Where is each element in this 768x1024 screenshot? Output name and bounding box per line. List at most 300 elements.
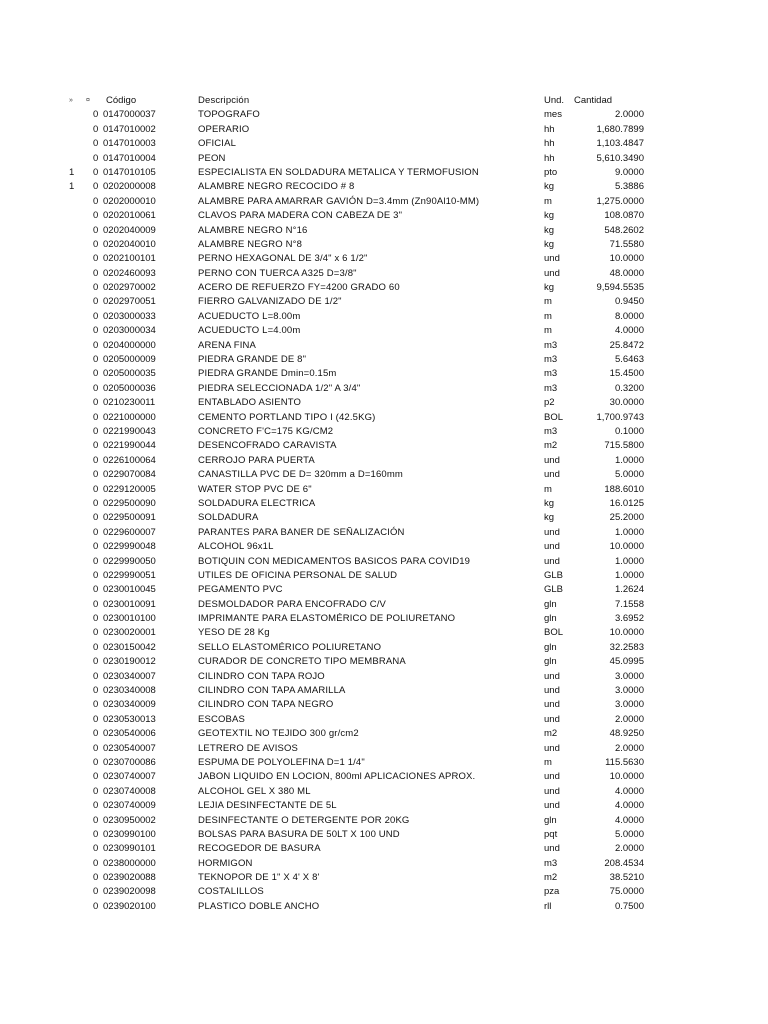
row-level: 0	[93, 627, 99, 639]
row-description: SELLO ELASTOMÉRICO POLIURETANO	[198, 641, 382, 653]
row-description: FIERRO GALVANIZADO DE 1/2"	[198, 296, 342, 308]
row-level: 0	[93, 857, 99, 869]
table-header	[0, 94, 768, 108]
row-unit: und	[544, 555, 560, 567]
row-quantity: 71.5580	[609, 238, 644, 250]
row-description: PLASTICO DOBLE ANCHO	[198, 900, 320, 912]
row-quantity: 10.0000	[609, 771, 644, 783]
row-level: 0	[93, 483, 99, 495]
table-row	[0, 569, 768, 583]
row-quantity: 5.0000	[614, 828, 644, 840]
row-quantity: 3.0000	[614, 699, 644, 711]
row-quantity: 1,103.4847	[596, 138, 644, 150]
row-level: 0	[93, 497, 99, 509]
row-code: 0229120005	[103, 483, 156, 495]
row-code: 0205000035	[103, 368, 156, 380]
table-row	[0, 871, 768, 885]
row-description: DESINFECTANTE O DETERGENTE POR 20KG	[198, 814, 410, 826]
row-description: ESCOBAS	[198, 713, 245, 725]
row-description: ARENA FINA	[198, 339, 256, 351]
row-level: 0	[93, 195, 99, 207]
row-level: 0	[93, 411, 99, 423]
row-description: ESPECIALISTA EN SOLDADURA METALICA Y TERMOFUSION	[198, 166, 479, 178]
row-unit: GLB	[544, 584, 564, 596]
row-quantity: 1,680.7899	[596, 123, 644, 135]
row-quantity: 3.6952	[614, 613, 644, 625]
row-unit: und	[544, 685, 560, 697]
row-level: 0	[93, 238, 99, 250]
row-description: CILINDRO CON TAPA ROJO	[198, 670, 325, 682]
row-level: 0	[93, 166, 99, 178]
row-quantity: 1.0000	[614, 454, 644, 466]
row-code: 0221990043	[103, 425, 156, 437]
row-quantity: 2.0000	[614, 713, 644, 725]
row-level: 0	[93, 325, 99, 337]
row-description: WATER STOP PVC DE 6"	[198, 483, 312, 495]
table-row	[0, 238, 768, 252]
row-description: PEGAMENTO PVC	[198, 584, 283, 596]
row-description: PERNO CON TUERCA A325 D=3/8"	[198, 267, 357, 279]
row-level: 0	[93, 685, 99, 697]
table-row	[0, 267, 768, 281]
row-quantity: 3.0000	[614, 685, 644, 697]
table-row	[0, 252, 768, 266]
table-row	[0, 785, 768, 799]
row-unit: p2	[544, 397, 555, 409]
row-code: 0230740007	[103, 771, 156, 783]
row-unit: GLB	[544, 569, 564, 581]
row-level: 0	[93, 886, 99, 898]
row-quantity: 48.0000	[609, 267, 644, 279]
row-quantity: 32.2583	[609, 641, 644, 653]
row-code: 0202000010	[103, 195, 156, 207]
row-quantity: 9.0000	[614, 166, 644, 178]
row-unit: rll	[544, 900, 552, 912]
row-quantity: 208.4534	[604, 857, 644, 869]
row-unit: und	[544, 526, 560, 538]
row-level: 0	[93, 397, 99, 409]
row-unit: und	[544, 800, 560, 812]
row-level: 0	[93, 382, 99, 394]
header-quantity: Cantidad	[574, 95, 613, 106]
row-code: 0202460093	[103, 267, 156, 279]
row-unit: m	[544, 296, 552, 308]
table-row	[0, 655, 768, 669]
row-level: 0	[93, 613, 99, 625]
row-level: 0	[93, 310, 99, 322]
row-code: 0230740009	[103, 800, 156, 812]
row-level: 0	[93, 339, 99, 351]
row-level: 0	[93, 756, 99, 768]
row-code: 0230950002	[103, 814, 156, 826]
row-code: 0205000036	[103, 382, 156, 394]
row-unit: gln	[544, 814, 557, 826]
row-description: ESPUMA DE POLYOLEFINA D=1 1/4"	[198, 756, 365, 768]
row-code: 0239020098	[103, 886, 156, 898]
row-unit: m	[544, 310, 552, 322]
row-description: LETRERO DE AVISOS	[198, 742, 299, 754]
row-quantity: 9,594.5535	[596, 282, 644, 294]
table-row	[0, 295, 768, 309]
row-code: 0239020088	[103, 872, 156, 884]
table-row	[0, 857, 768, 871]
table-row	[0, 814, 768, 828]
row-unit: pqt	[544, 828, 558, 840]
row-quantity: 5,610.3490	[596, 152, 644, 164]
row-description: PIEDRA GRANDE DE 8"	[198, 354, 307, 366]
row-code: 0202000008	[103, 181, 156, 193]
row-unit: und	[544, 713, 560, 725]
header-code: Código	[106, 95, 137, 106]
row-unit: m3	[544, 354, 558, 366]
row-quantity: 4.0000	[614, 325, 644, 337]
row-description: ACUEDUCTO L=8.00m	[198, 310, 301, 322]
row-code: 0147010003	[103, 138, 156, 150]
row-quantity: 48.9250	[609, 728, 644, 740]
row-description: CERROJO PARA PUERTA	[198, 454, 315, 466]
row-description: ACERO DE REFUERZO FY=4200 GRADO 60	[198, 282, 400, 294]
row-code: 0202040010	[103, 238, 156, 250]
row-unit: m3	[544, 382, 558, 394]
row-quantity: 1.2624	[614, 584, 644, 596]
row-code: 0230010091	[103, 598, 156, 610]
table-row	[0, 152, 768, 166]
row-unit: m2	[544, 872, 558, 884]
row-unit: kg	[544, 282, 555, 294]
table-row	[0, 281, 768, 295]
row-code: 0229500091	[103, 512, 156, 524]
table-row	[0, 166, 768, 180]
row-description: CEMENTO PORTLAND TIPO I (42.5KG)	[198, 411, 376, 423]
row-description: CILINDRO CON TAPA NEGRO	[198, 699, 334, 711]
table-row	[0, 540, 768, 554]
table-row	[0, 641, 768, 655]
insumos-table	[0, 94, 768, 914]
row-quantity: 4.0000	[614, 814, 644, 826]
row-quantity: 15.4500	[609, 368, 644, 380]
table-row	[0, 612, 768, 626]
row-level: 0	[93, 440, 99, 452]
table-row	[0, 742, 768, 756]
row-level: 0	[93, 181, 99, 193]
table-row	[0, 324, 768, 338]
expand-marker-icon: »	[69, 97, 73, 104]
row-description: PIEDRA SELECCIONADA 1/2" A 3/4"	[198, 382, 361, 394]
row-description: PIEDRA GRANDE Dmin=0.15m	[198, 368, 337, 380]
row-level: 0	[93, 526, 99, 538]
row-quantity: 1,275.0000	[596, 195, 644, 207]
row-unit: und	[544, 267, 560, 279]
row-level: 0	[93, 598, 99, 610]
row-code: 0230700086	[103, 756, 156, 768]
table-row	[0, 511, 768, 525]
row-unit: gln	[544, 641, 557, 653]
row-level: 0	[93, 742, 99, 754]
row-level: 0	[93, 512, 99, 524]
row-level: 0	[93, 670, 99, 682]
row-description: RECOGEDOR DE BASURA	[198, 843, 321, 855]
row-level: 0	[93, 354, 99, 366]
row-level: 0	[93, 454, 99, 466]
row-quantity: 10.0000	[609, 627, 644, 639]
row-code: 0230530013	[103, 713, 156, 725]
row-code: 0238000000	[103, 857, 156, 869]
row-level: 0	[93, 368, 99, 380]
row-level: 0	[93, 872, 99, 884]
row-code: 0230020001	[103, 627, 156, 639]
row-level: 0	[93, 569, 99, 581]
row-level: 0	[93, 282, 99, 294]
row-unit: und	[544, 454, 560, 466]
row-unit: und	[544, 699, 560, 711]
row-level: 0	[93, 814, 99, 826]
row-code: 0229990048	[103, 541, 156, 553]
table-row	[0, 885, 768, 899]
row-quantity: 16.0125	[609, 497, 644, 509]
table-row	[0, 137, 768, 151]
table-row	[0, 497, 768, 511]
row-quantity: 4.0000	[614, 800, 644, 812]
row-level: 0	[93, 152, 99, 164]
row-code: 0229070084	[103, 469, 156, 481]
row-quantity: 30.0000	[609, 397, 644, 409]
row-unit: BOL	[544, 411, 564, 423]
row-quantity: 1.0000	[614, 555, 644, 567]
row-code: 0147010004	[103, 152, 156, 164]
row-code: 0205000009	[103, 354, 156, 366]
row-unit: und	[544, 253, 560, 265]
row-quantity: 75.0000	[609, 886, 644, 898]
row-level: 0	[93, 656, 99, 668]
row-description: TOPOGRAFO	[198, 109, 260, 121]
row-description: DESMOLDADOR PARA ENCOFRADO C/V	[198, 598, 387, 610]
row-marker: 1	[69, 181, 75, 193]
row-level: 0	[93, 785, 99, 797]
row-level: 0	[93, 555, 99, 567]
table-row	[0, 454, 768, 468]
row-quantity: 25.2000	[609, 512, 644, 524]
row-code: 0229990051	[103, 569, 156, 581]
row-code: 0230340008	[103, 685, 156, 697]
row-code: 0203000033	[103, 310, 156, 322]
table-row	[0, 698, 768, 712]
row-quantity: 715.5800	[604, 440, 644, 452]
row-code: 0221990044	[103, 440, 156, 452]
row-code: 0230010045	[103, 584, 156, 596]
row-code: 0202970002	[103, 282, 156, 294]
row-level: 0	[93, 771, 99, 783]
row-unit: m3	[544, 857, 558, 869]
row-code: 0202010061	[103, 210, 156, 222]
row-code: 0202100101	[103, 253, 156, 265]
row-code: 0230990100	[103, 828, 156, 840]
table-row	[0, 727, 768, 741]
row-code: 0147010002	[103, 123, 156, 135]
row-unit: und	[544, 785, 560, 797]
table-row	[0, 396, 768, 410]
table-row	[0, 756, 768, 770]
row-level: 0	[93, 541, 99, 553]
table-row	[0, 353, 768, 367]
row-quantity: 0.9450	[614, 296, 644, 308]
row-unit: pza	[544, 886, 560, 898]
row-unit: und	[544, 469, 560, 481]
header-unit: Und.	[544, 95, 565, 106]
row-description: TEKNOPOR DE 1" X 4' X 8'	[198, 872, 320, 884]
row-description: ACUEDUCTO L=4.00m	[198, 325, 301, 337]
row-quantity: 3.0000	[614, 670, 644, 682]
table-row	[0, 411, 768, 425]
row-quantity: 1,700.9743	[596, 411, 644, 423]
row-unit: m	[544, 483, 552, 495]
row-code: 0230340009	[103, 699, 156, 711]
table-row	[0, 598, 768, 612]
row-description: GEOTEXTIL NO TEJIDO 300 gr/cm2	[198, 728, 359, 740]
row-quantity: 115.5630	[605, 756, 644, 768]
row-description: DESENCOFRADO CARAVISTA	[198, 440, 337, 452]
row-description: CANASTILLA PVC DE D= 320mm a D=160mm	[198, 469, 403, 481]
row-unit: kg	[544, 181, 555, 193]
row-code: 0230010100	[103, 613, 156, 625]
row-description: LEJIA DESINFECTANTE DE 5L	[198, 800, 337, 812]
table-row	[0, 670, 768, 684]
row-code: 0230540007	[103, 742, 156, 754]
row-description: ALCOHOL GEL X 380 ML	[198, 785, 311, 797]
row-quantity: 45.0995	[609, 656, 644, 668]
table-row	[0, 900, 768, 914]
row-code: 0202970051	[103, 296, 156, 308]
row-code: 0230150042	[103, 641, 156, 653]
row-description: CILINDRO CON TAPA AMARILLA	[198, 685, 346, 697]
table-row	[0, 123, 768, 137]
row-quantity: 1.0000	[614, 569, 644, 581]
row-code: 0226100064	[103, 454, 156, 466]
row-description: PARANTES PARA BANER DE SEÑALIZACIÓN	[198, 526, 405, 538]
row-description: ENTABLADO ASIENTO	[198, 397, 302, 409]
row-level: 0	[93, 267, 99, 279]
row-description: CONCRETO F'C=175 KG/CM2	[198, 425, 334, 437]
row-quantity: 7.1558	[614, 598, 644, 610]
row-unit: und	[544, 771, 560, 783]
row-quantity: 25.8472	[609, 339, 644, 351]
row-unit: und	[544, 670, 560, 682]
row-quantity: 2.0000	[614, 742, 644, 754]
row-unit: gln	[544, 613, 557, 625]
row-code: 0229990050	[103, 555, 156, 567]
row-code: 0147000037	[103, 109, 156, 121]
row-unit: kg	[544, 224, 555, 236]
row-code: 0230190012	[103, 656, 156, 668]
row-unit: pto	[544, 166, 558, 178]
row-unit: mes	[544, 109, 562, 121]
flag-icon: ¤	[86, 97, 90, 104]
row-unit: m3	[544, 425, 558, 437]
row-quantity: 5.6463	[614, 354, 644, 366]
table-row	[0, 224, 768, 238]
row-level: 0	[93, 713, 99, 725]
row-unit: m3	[544, 368, 558, 380]
table-row	[0, 770, 768, 784]
row-level: 0	[93, 296, 99, 308]
table-row	[0, 180, 768, 194]
row-quantity: 108.0870	[604, 210, 644, 222]
row-description: SOLDADURA	[198, 512, 259, 524]
row-level: 0	[93, 469, 99, 481]
row-unit: kg	[544, 497, 555, 509]
row-description: SOLDADURA ELECTRICA	[198, 497, 316, 509]
row-code: 0204000000	[103, 339, 156, 351]
row-code: 0147010105	[103, 166, 156, 178]
row-unit: m	[544, 325, 552, 337]
row-description: ALAMBRE NEGRO N°16	[198, 224, 308, 236]
row-level: 0	[93, 641, 99, 653]
row-unit: hh	[544, 123, 555, 135]
row-quantity: 10.0000	[609, 541, 644, 553]
row-unit: gln	[544, 656, 557, 668]
table-row	[0, 684, 768, 698]
row-description: YESO DE 28 Kg	[198, 627, 270, 639]
row-description: UTILES DE OFICINA PERSONAL DE SALUD	[198, 569, 398, 581]
row-description: ALAMBRE PARA AMARRAR GAVIÓN D=3.4mm (Zn90Al10-MM)	[198, 195, 480, 207]
row-unit: m	[544, 195, 552, 207]
table-row	[0, 555, 768, 569]
table-row	[0, 626, 768, 640]
row-description: PERNO HEXAGONAL DE 3/4" x 6 1/2"	[198, 253, 368, 265]
row-quantity: 2.0000	[614, 843, 644, 855]
row-code: 0230340007	[103, 670, 156, 682]
row-unit: m2	[544, 728, 558, 740]
row-unit: BOL	[544, 627, 564, 639]
table-row	[0, 828, 768, 842]
table-row	[0, 799, 768, 813]
table-row	[0, 439, 768, 453]
row-code: 0203000034	[103, 325, 156, 337]
row-unit: kg	[544, 512, 555, 524]
row-level: 0	[93, 138, 99, 150]
row-description: HORMIGON	[198, 857, 253, 869]
row-code: 0230740008	[103, 785, 156, 797]
row-unit: m2	[544, 440, 558, 452]
row-description: OFICIAL	[198, 138, 237, 150]
row-quantity: 10.0000	[609, 253, 644, 265]
table-row	[0, 382, 768, 396]
table-row	[0, 367, 768, 381]
row-description: ALCOHOL 96x1L	[198, 541, 274, 553]
table-row	[0, 425, 768, 439]
row-description: ALAMBRE NEGRO N°8	[198, 238, 303, 250]
row-description: JABON LIQUIDO EN LOCION, 800ml APLICACIONES APROX.	[198, 771, 476, 783]
row-description: ALAMBRE NEGRO RECOCIDO # 8	[198, 181, 355, 193]
row-quantity: 8.0000	[614, 310, 644, 322]
row-quantity: 0.7500	[614, 900, 644, 912]
row-quantity: 1.0000	[614, 526, 644, 538]
row-quantity: 188.6010	[604, 483, 644, 495]
row-description: PEON	[198, 152, 226, 164]
row-description: OPERARIO	[198, 123, 250, 135]
row-level: 0	[93, 109, 99, 121]
row-code: 0221000000	[103, 411, 156, 423]
table-row	[0, 713, 768, 727]
table-body	[0, 108, 768, 914]
row-unit: hh	[544, 138, 555, 150]
row-unit: und	[544, 541, 560, 553]
row-level: 0	[93, 123, 99, 135]
row-quantity: 5.3886	[614, 181, 644, 193]
row-description: CLAVOS PARA MADERA CON CABEZA DE 3"	[198, 210, 403, 222]
row-code: 0230540006	[103, 728, 156, 740]
row-quantity: 38.5210	[609, 872, 644, 884]
row-unit: und	[544, 742, 560, 754]
